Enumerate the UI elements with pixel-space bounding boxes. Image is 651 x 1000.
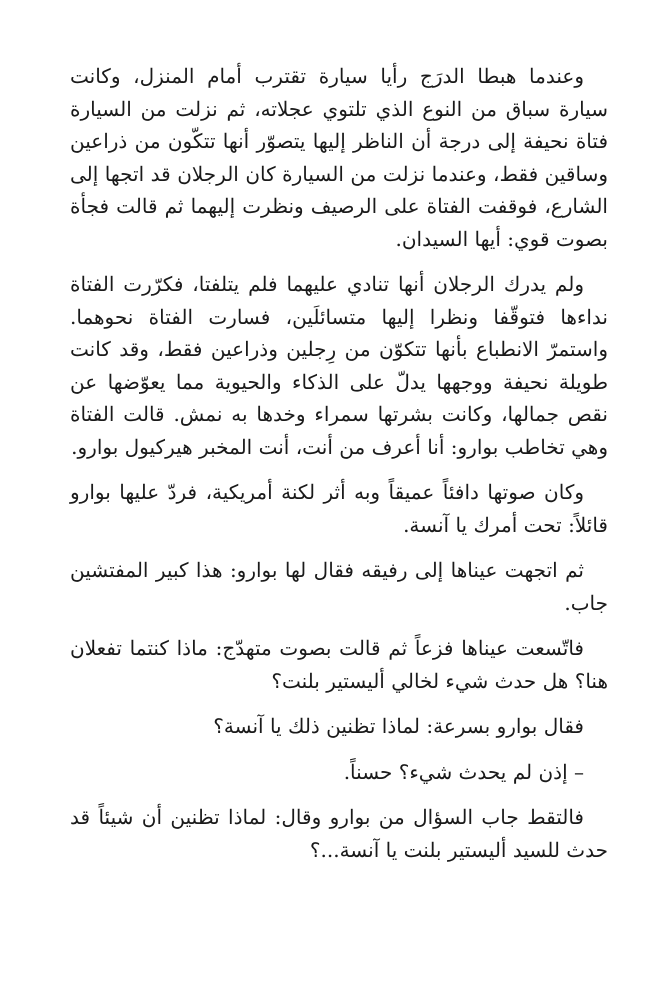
paragraph-6: فقال بوارو بسرعة: لماذا تظنين ذلك يا آنسة؟ xyxy=(213,714,584,738)
paragraph-7: – إذن لم يحدث شيء؟ حسناً. xyxy=(343,759,584,784)
paragraph-2: ولم يدرك الرجلان أنها تنادي عليهما فلم يتلفتا، فكرّرت الفتاة نداءها فتوقّفا ونظرا إليها متسائلَين، فسارت الفتاة نحوهما. واستمرّ الانطباع بأنها تتكوّن من رِجلين وذراعين فقط، وقد كانت طويلة نحيفة ووجهها يدلّ على الذكاء والحيوية مما يعوّضها عن نقص جمالها، وكانت بشرتها سمراء وخدها به نمش. قالت الفتاة وهي تخاطب بوارو: أنا أعرف من أنت، أنت المخبر هيركيول بوارو. xyxy=(70,272,608,459)
paragraph-4: ثم اتجهت عيناها إلى رفيقه فقال لها بوارو: هذا كبير المفتشين جاب. xyxy=(70,558,608,615)
paragraph-1: وعندما هبطا الدرَج رأيا سيارة تقترب أمام المنزل، وكانت سيارة سباق من النوع الذي تلتوي عجلاته، ثم نزلت من السيارة فتاة نحيفة إلى درجة أن الناظر إليها يتصوّر أنها تتكّون من ذراعين وساقين فقط، وعندما نزلت من السيارة كان الرجلان قد اتجها إلى الشارع، فوقفت الفتاة على الرصيف ونظرت إليهما ثم قالت فجأة بصوت قوي: أيها السيدان. xyxy=(70,64,608,251)
book-page xyxy=(70,60,608,879)
paragraph-5: فاتّسعت عيناها فزعاً ثم قالت بصوت متهدّج: ماذا كنتما تفعلان هنا؟ هل حدث شيء لخالي أليستير بلنت؟ xyxy=(70,636,608,693)
paragraph-8: فالتقط جاب السؤال من بوارو وقال: لماذا تظنين أن شيئاً قد حدث للسيد أليستير بلنت يا آنسة...؟ xyxy=(70,805,608,862)
paragraph-3: وكان صوتها دافئاً عميقاً وبه أثر لكنة أمريكية، فردّ عليها بوارو قائلاً: تحت أمرك يا آنسة. xyxy=(70,480,608,537)
